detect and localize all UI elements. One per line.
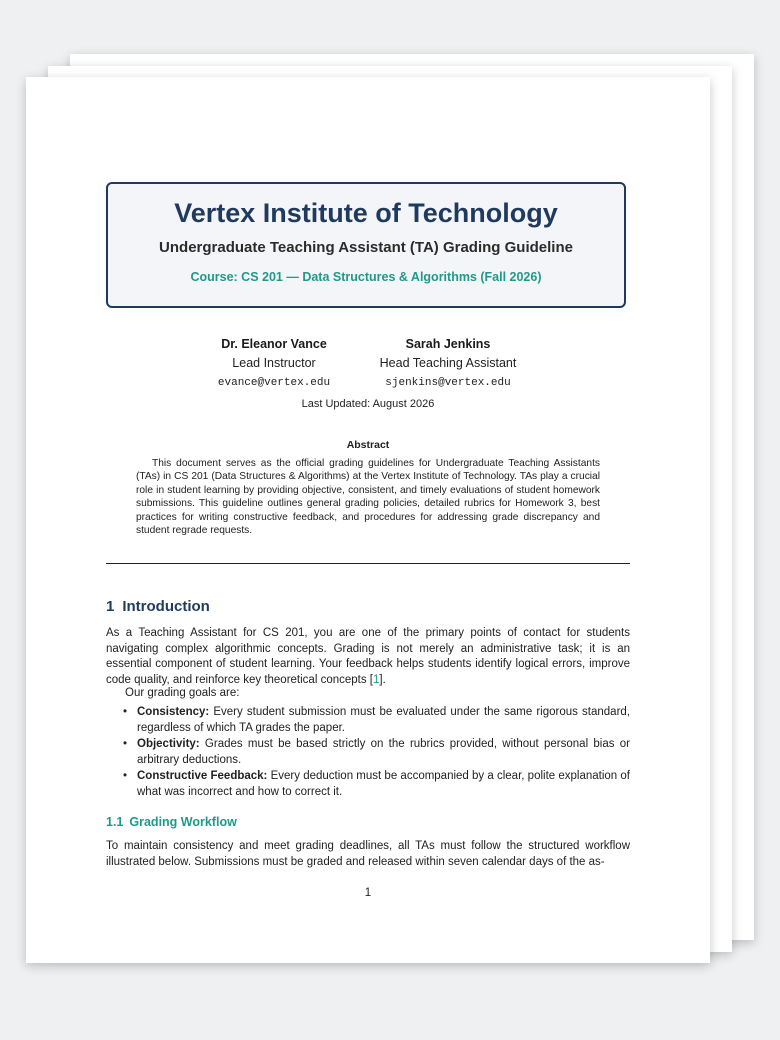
subsection-number: 1.1 [106,815,124,829]
goals-intro: Our grading goals are: [125,687,240,699]
bullet-icon: • [123,706,128,718]
bullet-text: Every student submission must be evaluated under the same rigorous standard, regardless of which TA grades the paper. [137,706,630,734]
abstract-text: This document serves as the official grading guidelines for Undergraduate Teaching Assistants (TAs) in CS 201 (Data Structures & Algorithms) at the Vertex Institute of Technology. TAs play a crucial role in student learning by providing objective, consistent, and timely evaluations of student homework submissions. This guideline outlines general grading policies, detailed rubrics for Homework 3, best practices for writing constructive feedback, and procedures for addressing grade discrepancy and student regrade requests. [136,458,600,537]
bullet-text: Every deduction must be accompanied by a clear, polite explanation of what was incorrect and how to correct it. [137,770,631,798]
author-email: sjenkins@vertex.edu [385,377,511,389]
intro-paragraph [106,626,630,688]
goals-list [106,705,630,802]
list-item [106,769,630,800]
author-email: evance@vertex.edu [217,377,331,389]
section-heading [106,598,210,615]
subsection-title: Grading Workflow [129,815,237,829]
bullet-icon: • [123,770,128,783]
intro-text-end: ]. [379,673,386,686]
document-page [26,77,710,963]
course-line: Course: CS 201 — Data Structures & Algorithms (Fall 2026) [190,270,542,284]
bullet-icon: • [123,738,128,751]
institution-title: Vertex Institute of Technology [174,198,558,228]
author-name: Dr. Eleanor Vance [221,337,327,351]
page-number: 1 [364,887,372,899]
intro-text: As a Teaching Assistant for CS 201, you are one of the primary points of contact for students navigating complex algorithmic concepts. Grading is not merely an administrative task; it is an essential component of student learning. Your feedback helps students identify logical errors, improve code quality, and reinforce key theoretical concepts [ [106,627,630,686]
bullet-text: Grades must be based strictly on the rubrics provided, without personal bias or arbitrary deductions. [137,738,630,766]
last-updated: Last Updated: August 2026 [301,398,435,410]
author-role: Head Teaching Assistant [379,356,517,370]
author-name: Sarah Jenkins [405,337,491,351]
bullet-term: Objectivity: [137,738,200,751]
divider [106,563,630,564]
subsection-heading [106,815,237,829]
section-number: 1 [106,598,115,615]
title-box [106,182,626,308]
author-role: Lead Instructor [232,356,316,370]
list-item [106,705,630,736]
document-subtitle: Undergraduate Teaching Assistant (TA) Grading Guideline [159,239,573,256]
bullet-term: Consistency: [137,706,210,718]
author-head-ta [348,337,548,389]
list-item [106,737,630,768]
abstract-heading: Abstract [346,439,390,451]
workflow-paragraph: To maintain consistency and meet grading deadlines, all TAs must follow the structured workflow illustrated below. Submissions must be graded and released within seven calendar days of the as- [106,840,630,868]
author-lead-instructor [174,337,374,389]
section-title: Introduction [122,598,210,615]
citation-link[interactable]: 1 [373,673,380,686]
bullet-term: Constructive Feedback: [137,770,268,783]
